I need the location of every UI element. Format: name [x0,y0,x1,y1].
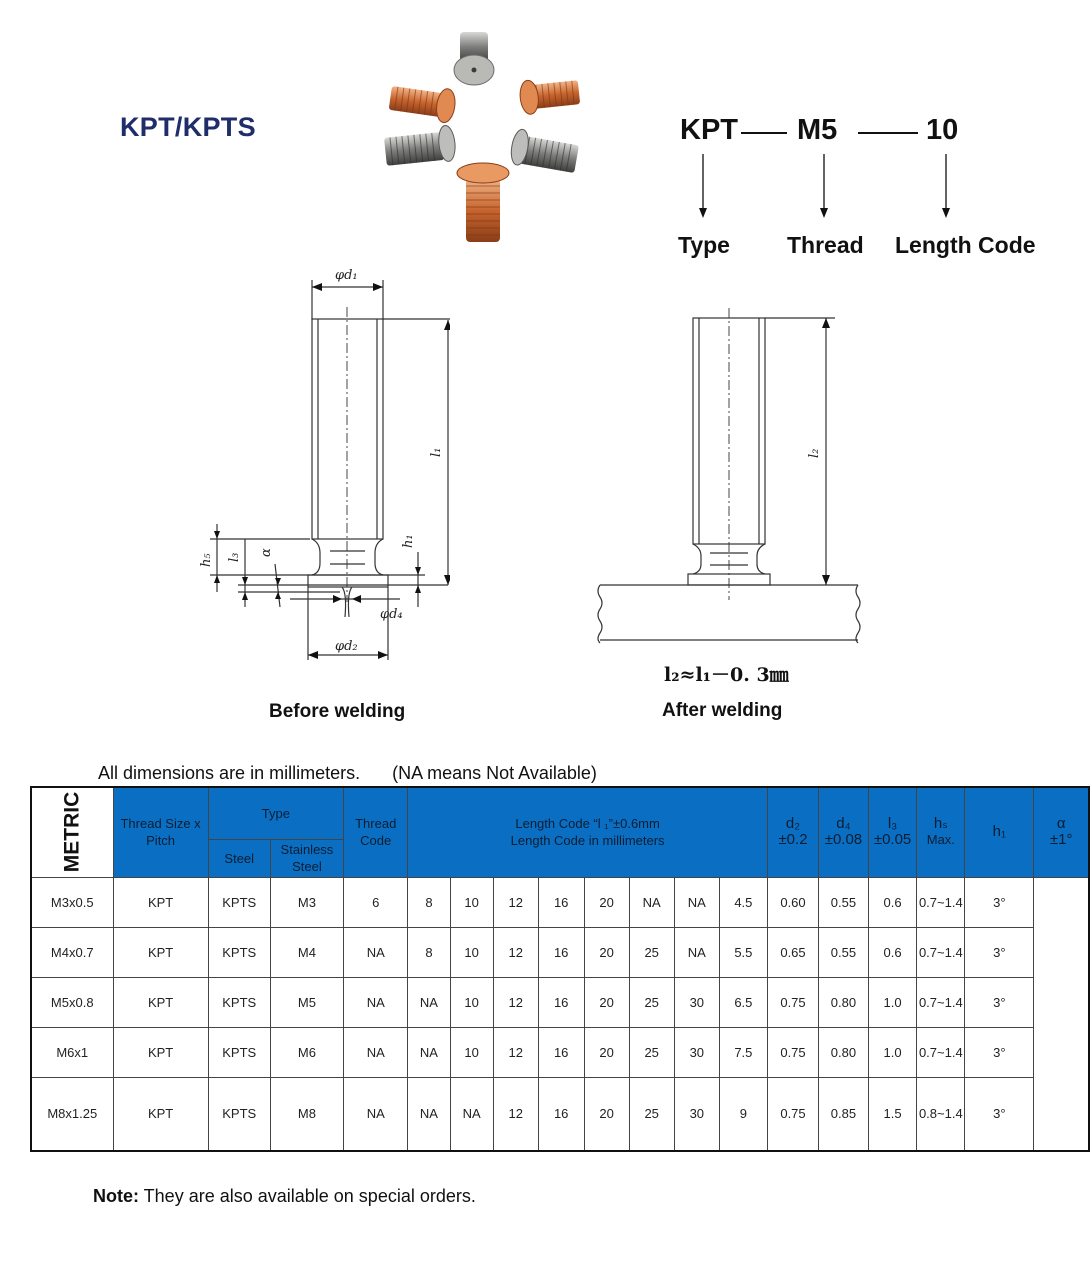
cell-length: NA [629,877,674,927]
label-l3: l₃ [227,552,242,562]
cell-length: NA [674,927,719,977]
cell-h1: 0.7~1.4 [917,1027,965,1077]
cell-hs: 0.6 [868,877,917,927]
code-arrows [690,152,960,222]
cell-thread-code: M4 [270,927,343,977]
code-type: KPT [680,114,738,146]
cell-length: 20 [584,927,629,977]
label-h5: h₅ [199,553,214,567]
cell-h1: 0.7~1.4 [917,927,965,977]
code-label-thread: Thread [787,232,864,258]
cell-length: NA [344,927,408,977]
col-d4: d₄ ±0.08 [819,787,869,877]
code-label-type: Type [678,232,730,258]
stud-stainless-top [454,32,494,85]
cell-stainless: KPTS [208,1027,270,1077]
cell-length: 16 [538,1077,584,1151]
cell-length: NA [344,1027,408,1077]
weld-length-formula: l₂≈l₁－0. 3㎜ [664,664,789,686]
note-label: Note: [93,1186,139,1206]
cell-length: NA [408,977,450,1027]
cell-d4: 0.75 [767,1027,818,1077]
cell-steel: KPT [113,877,208,927]
table-row [31,1027,1089,1077]
cell-length: NA [408,1027,450,1077]
metric-side-label: METRIC [31,787,113,877]
cell-length: 10 [450,877,493,927]
cell-length: 8 [408,927,450,977]
cell-length: 30 [674,1077,719,1151]
table-row [31,927,1089,977]
cell-alpha: 3° [965,1027,1034,1077]
cell-thread-size: M5x0.8 [31,977,113,1027]
cell-stainless: KPTS [208,977,270,1027]
cell-alpha: 3° [965,927,1034,977]
col-hs: hₛ Max. [917,787,965,877]
cell-length: 8 [408,877,450,927]
stud-stainless-right [509,128,580,175]
cell-thread-size: M6x1 [31,1027,113,1077]
cell-length: NA [450,1077,493,1151]
cell-length: 25 [629,1027,674,1077]
cell-length: 10 [450,927,493,977]
cell-length: 30 [674,977,719,1027]
cell-d2: 4.5 [719,877,767,927]
label-l2: l₂ [807,448,822,458]
length-header-line1: Length Code “l ₁”±0.6mm [515,816,660,832]
cell-d4: 0.65 [767,927,818,977]
cell-length: 25 [629,977,674,1027]
code-thread: M5 [797,114,838,146]
cell-stainless: KPTS [208,1077,270,1151]
cell-alpha: 3° [965,877,1034,927]
drawing-after-welding [590,300,870,650]
cell-length: 12 [493,927,538,977]
cell-steel: KPT [113,927,208,977]
cell-length: 20 [584,877,629,927]
cell-d2: 5.5 [719,927,767,977]
label-l1: l₁ [429,447,444,457]
cell-length: 10 [450,1027,493,1077]
label-d4: φd₄ [380,607,403,622]
cell-d4: 0.60 [767,877,818,927]
table-row [31,977,1089,1027]
label-h1: h₁ [401,534,416,548]
label-d2: φd₂ [335,639,358,654]
cell-length: NA [674,877,719,927]
cell-hs: 1.0 [868,977,917,1027]
cell-d4: 0.75 [767,977,818,1027]
cell-length: 16 [538,877,584,927]
cell-hs: 0.6 [868,927,917,977]
caption-after-welding: After welding [662,700,783,721]
header-row [31,787,1089,839]
cell-length: 12 [493,977,538,1027]
cell-alpha: 3° [965,1077,1034,1151]
cell-d2: 7.5 [719,1027,767,1077]
spec-table [30,786,1090,1152]
cell-length: 12 [493,877,538,927]
product-photo [372,28,582,248]
col-thread-code: Thread Code [344,787,408,877]
cell-hs: 1.0 [868,1027,917,1077]
cell-length: 16 [538,977,584,1027]
cell-length: 20 [584,977,629,1027]
cell-length: 16 [538,927,584,977]
col-l3: l₃ ±0.05 [868,787,917,877]
cell-length: 16 [538,1027,584,1077]
cell-d4: 0.75 [767,1077,818,1151]
dimensions-note [98,763,597,784]
col-type: Type [208,787,343,839]
cell-length: 6 [344,877,408,927]
length-header-line2: Length Code in millimeters [510,833,665,849]
units-note: All dimensions are in millimeters. [98,763,361,783]
label-alpha: α [259,548,274,557]
stud-copper-left [388,81,457,124]
stud-copper-right [518,75,580,115]
table-row [31,877,1089,927]
cell-length: 20 [584,1027,629,1077]
col-type-steel: Steel [208,839,270,877]
cell-length: 25 [629,1077,674,1151]
cell-l3: 0.80 [819,977,869,1027]
cell-length: 10 [450,977,493,1027]
cell-thread-size: M8x1.25 [31,1077,113,1151]
product-title: KPT/KPTS [120,112,256,142]
special-orders-note [93,1186,476,1207]
cell-h1: 0.7~1.4 [917,977,965,1027]
cell-l3: 0.85 [819,1077,869,1151]
cell-thread-code: M3 [270,877,343,927]
cell-thread-size: M4x0.7 [31,927,113,977]
col-type-stainless: Stainless Steel [270,839,343,877]
cell-steel: KPT [113,1027,208,1077]
cell-d2: 9 [719,1077,767,1151]
drawing-before-welding [190,262,450,667]
cell-steel: KPT [113,977,208,1027]
cell-length: 30 [674,1027,719,1077]
cell-h1: 0.8~1.4 [917,1077,965,1151]
stud-copper-bottom [457,163,509,242]
label-d1: φd₁ [335,268,358,283]
cell-length: 12 [493,1027,538,1077]
stud-stainless-left [383,125,456,168]
cell-length: NA [344,1077,408,1151]
note-text: They are also available on special orders. [139,1186,476,1206]
cell-thread-code: M6 [270,1027,343,1077]
col-h1: h₁ [965,787,1034,877]
col-alpha: α ±1° [1034,787,1089,877]
caption-before-welding: Before welding [269,701,406,722]
cell-l3: 0.55 [819,927,869,977]
cell-length: 12 [493,1077,538,1151]
cell-thread-size: M3x0.5 [31,877,113,927]
cell-steel: KPT [113,1077,208,1151]
cell-length: 25 [629,927,674,977]
code-length: 10 [926,114,959,146]
col-thread-size: Thread Size x Pitch [113,787,208,877]
cell-l3: 0.55 [819,877,869,927]
code-label-length: Length Code [895,232,1036,258]
cell-l3: 0.80 [819,1027,869,1077]
cell-thread-code: M8 [270,1077,343,1151]
cell-stainless: KPTS [208,927,270,977]
cell-thread-code: M5 [270,977,343,1027]
code-separator [741,132,787,134]
cell-d2: 6.5 [719,977,767,1027]
cell-h1: 0.7~1.4 [917,877,965,927]
cell-length: NA [344,977,408,1027]
cell-length: NA [408,1077,450,1151]
col-length-code [408,787,768,877]
cell-hs: 1.5 [868,1077,917,1151]
na-note: (NA means Not Available) [392,763,597,783]
code-separator [858,132,918,134]
cell-alpha: 3° [965,977,1034,1027]
table-row [31,1077,1089,1151]
col-d2: d₂ ±0.2 [767,787,818,877]
cell-stainless: KPTS [208,877,270,927]
cell-length: 20 [584,1077,629,1151]
